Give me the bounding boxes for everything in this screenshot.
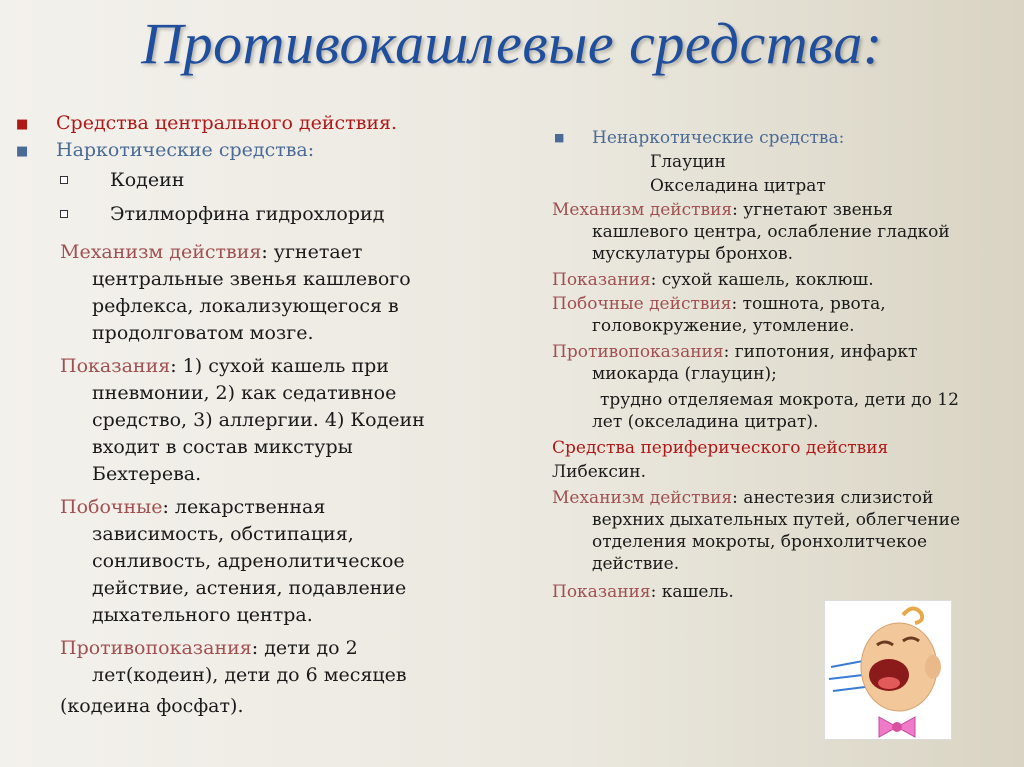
hollow-square-bullet-icon bbox=[60, 210, 68, 218]
non-narcotic-heading: Ненаркотические средства: bbox=[592, 128, 845, 148]
indications-text: входит в состав микстуры bbox=[92, 436, 353, 458]
drug-name: Кодеин bbox=[110, 169, 185, 191]
side-effects-text: : лекарственная bbox=[162, 496, 326, 518]
slide-title: Противокашлевые средства: bbox=[141, 11, 883, 76]
indications-paragraph bbox=[14, 353, 464, 488]
indications-paragraph bbox=[552, 269, 1012, 291]
indications-text: : 1) сухой кашель при bbox=[170, 355, 389, 377]
contraindications-paragraph bbox=[552, 341, 1012, 433]
side-effects-paragraph bbox=[14, 494, 464, 629]
hollow-square-bullet-icon bbox=[60, 176, 68, 184]
contraindications-label: Противопоказания bbox=[552, 342, 724, 362]
right-column bbox=[552, 127, 1012, 603]
contraindications-label: Противопоказания bbox=[60, 637, 252, 659]
mechanism-text: кашлевого центра, ослабление гладкой bbox=[592, 222, 950, 242]
mechanism-text: мускулатуры бронхов. bbox=[592, 244, 794, 264]
indications-text: средство, 3) аллергии. 4) Кодеин bbox=[92, 409, 425, 431]
crying-baby-icon bbox=[825, 601, 951, 739]
indications-text: Бехтерева. bbox=[92, 463, 202, 485]
mechanism-text: : угнетает bbox=[261, 241, 363, 263]
central-action-heading: Средства центрального действия. bbox=[56, 112, 398, 134]
mechanism-text: действие. bbox=[592, 554, 680, 574]
indications-label: Показания bbox=[552, 582, 651, 602]
mechanism-label: Механизм действия bbox=[552, 488, 733, 508]
peripheral-heading: Средства периферического действия bbox=[552, 438, 889, 458]
side-effects-text: дыхательного центра. bbox=[92, 604, 313, 626]
mechanism-text: верхних дыхательных путей, облегчение bbox=[592, 510, 961, 530]
narcotic-item bbox=[14, 137, 464, 167]
blue-square-bullet-icon: ■ bbox=[554, 131, 565, 144]
side-effects-text: действие, астения, подавление bbox=[92, 577, 407, 599]
mechanism-label: Механизм действия bbox=[60, 241, 262, 263]
mechanism-label: Механизм действия bbox=[552, 200, 733, 220]
drug-name: Этилморфина гидрохлорид bbox=[110, 203, 385, 225]
indications-label: Показания bbox=[552, 270, 651, 290]
indications-text: : кашель. bbox=[650, 582, 734, 602]
libexin-drug: Либексин. bbox=[552, 462, 647, 482]
left-column bbox=[14, 110, 464, 720]
red-square-bullet-icon: ■ bbox=[16, 117, 29, 132]
contraindications-text: : дети до 2 bbox=[251, 637, 358, 659]
side-effects-paragraph bbox=[552, 293, 1012, 337]
drug-item bbox=[14, 201, 464, 235]
narcotic-heading: Наркотические средства: bbox=[56, 139, 315, 161]
mechanism-paragraph bbox=[552, 487, 1012, 575]
crying-baby-image bbox=[824, 600, 952, 740]
contraindications-text: (кодеина фосфат). bbox=[60, 695, 244, 717]
side-effects-text: : тошнота, рвота, bbox=[731, 294, 886, 314]
mechanism-paragraph bbox=[14, 239, 464, 347]
contraindications-text: : гипотония, инфаркт bbox=[723, 342, 918, 362]
mechanism-text: отделения мокроты, бронхолитчекое bbox=[592, 532, 928, 552]
mechanism-text: продолговатом мозге. bbox=[92, 322, 314, 344]
indications-text: : сухой кашель, коклюш. bbox=[650, 270, 874, 290]
drug-name: Глауцин bbox=[650, 152, 726, 172]
drug-item bbox=[14, 167, 464, 201]
blue-square-bullet-icon: ■ bbox=[16, 144, 29, 159]
side-effects-text: зависимость, обстипация, bbox=[92, 523, 354, 545]
contraindications-text: лет (окселадина цитрат). bbox=[592, 412, 819, 432]
indications-label: Показания bbox=[60, 355, 171, 377]
contraindications-text: лет(кодеин), дети до 6 месяцев bbox=[92, 664, 407, 686]
side-effects-label: Побочные действия bbox=[552, 294, 732, 314]
contraindications-text: миокарда (глауцин); bbox=[592, 364, 777, 384]
mechanism-text: : угнетают звенья bbox=[732, 200, 893, 220]
central-action-item bbox=[14, 110, 464, 137]
mechanism-text: рефлекса, локализующегося в bbox=[92, 295, 399, 317]
side-effects-text: головокружение, утомление. bbox=[592, 316, 855, 336]
mechanism-text: : анестезия слизистой bbox=[732, 488, 934, 508]
drug-name: Окселадина цитрат bbox=[650, 176, 826, 196]
mechanism-paragraph bbox=[552, 199, 1012, 265]
contraindications-paragraph bbox=[14, 635, 464, 720]
contraindications-text: трудно отделяемая мокрота, дети до 12 bbox=[600, 390, 959, 410]
non-narcotic-item bbox=[552, 127, 1012, 151]
indications-text: пневмонии, 2) как седативное bbox=[92, 382, 397, 404]
side-effects-text: сонливость, адренолитическое bbox=[92, 550, 405, 572]
mechanism-text: центральные звенья кашлевого bbox=[92, 268, 411, 290]
side-effects-label: Побочные bbox=[60, 496, 163, 518]
